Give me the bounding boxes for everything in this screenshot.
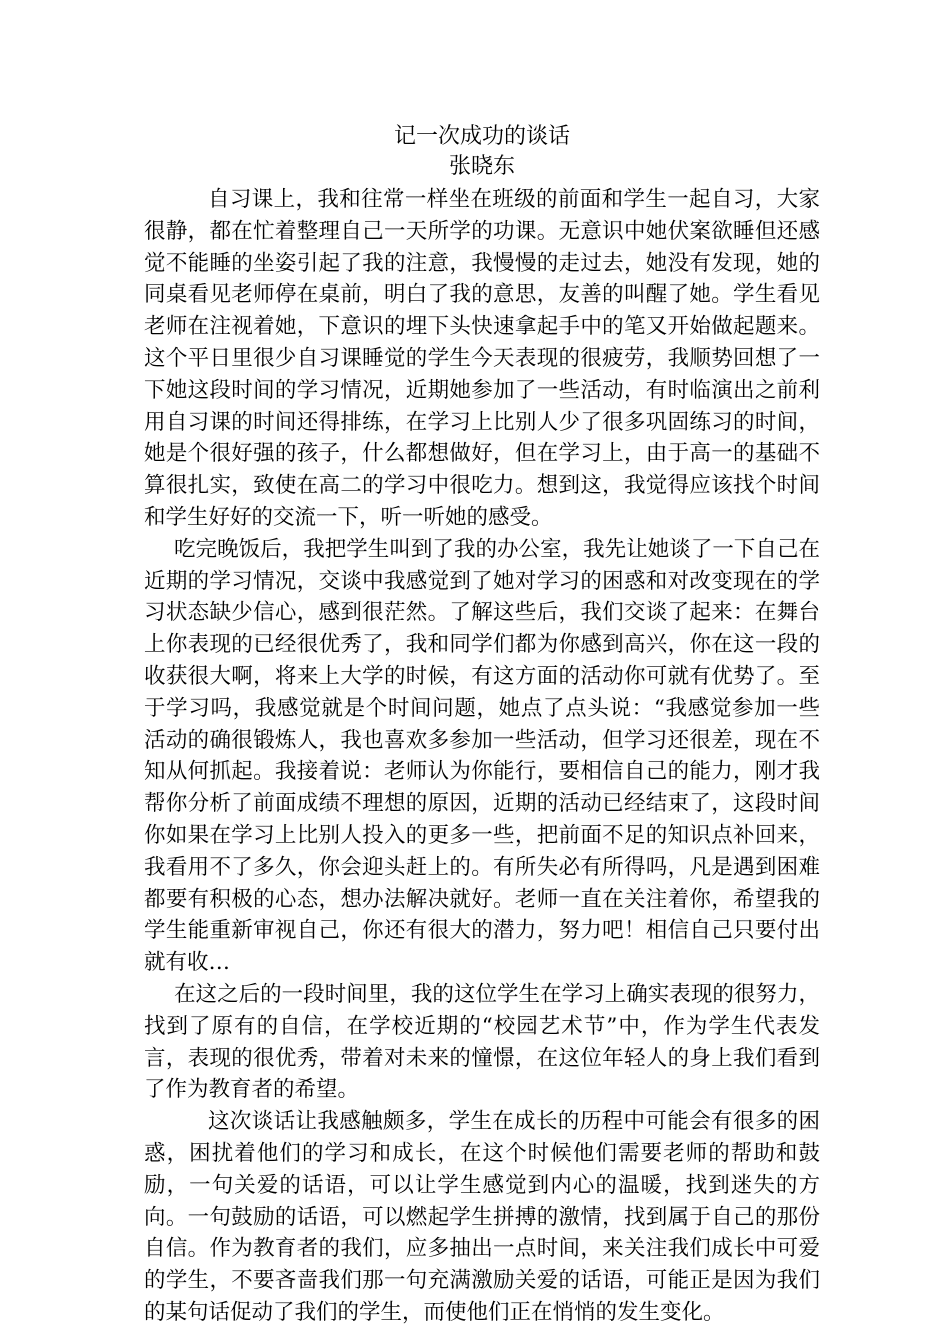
paragraph-1: 自习课上，我和往常一样坐在班级的前面和学生一起自习，大家很静，都在忙着整理自己一天所学的功课。无意识中她伏案欲睡但还感觉不能睡的坐姿引起了我的注意，我慢慢的走过去，她没有发现，她的同桌看见老师停在桌前，明白了我的意思，友善的叫醒了她。学生看见老师在注视着她，下意识的埋下头快速拿起手中的笔又开始做起题来。这个平日里很少自习课睡觉的学生今天表现的很疲劳，我顺势回想了一下她这段时间的学习情况，近期她参加了一些活动，有时临演出之前利用自习课的时间还得排练，在学习上比别人少了很多巩固练习的时间，她是个很好强的孩子，什么都想做好，但在学习上，由于高一的基础不算很扎实，致使在高二的学习中很吃力。想到这，我觉得应该找个时间和学生好好的交流一下，听一听她的感受。	[144, 187, 820, 530]
document-page	[144, 122, 820, 1329]
document-author: 张晓东	[448, 154, 515, 179]
paragraph-3: 在这之后的一段时间里，我的这位学生在学习上确实表现的很努力，找到了原有的自信，在学校近期的“校园艺术节”中，作为学生代表发言，表现的很优秀，带着对未来的憧憬，在这位年轻人的身上我们看到了作为教育者的希望。	[144, 981, 820, 1103]
paragraph-4: 这次谈话让我感触颇多，学生在成长的历程中可能会有很多的困惑，困扰着他们的学习和成长，在这个时候他们需要老师的帮助和鼓励，一句关爱的话语，可以让学生感觉到内心的温暖，找到迷失的方向。一句鼓励的话语，可以燃起学生拼搏的激情，找到属于自己的那份自信。作为教育者的我们，应多抽出一点时间，来关注我们成长中可爱的学生，不要吝啬我们那一句充满激励关爱的话语，可能正是因为我们的某句话促动了我们的学生，而使他们正在悄悄的发生变化。	[144, 1109, 820, 1325]
paragraph-2: 吃完晚饭后，我把学生叫到了我的办公室，我先让她谈了一下自己在近期的学习情况，交谈中我感觉到了她对学习的困惑和对改变现在的学习状态缺少信心，感到很茫然。了解这些后，我们交谈了起来：在舞台上你表现的已经很优秀了，我和同学们都为你感到高兴，你在这一段的收获很大啊，将来上大学的时候，有这方面的活动你可就有优势了。至于学习吗，我感觉就是个时间问题，她点了点头说：“我感觉参加一些活动的确很锻炼人，我也喜欢多参加一些活动，但学习还很差，现在不知从何抓起。我接着说：老师认为你能行，要相信自己的能力，刚才我帮你分析了前面成绩不理想的原因，近期的活动已经结束了，这段时间你如果在学习上比别人投入的更多一些，把前面不足的知识点补回来，我看用不了多久，你会迎头赶上的。有所失必有所得吗，凡是遇到困难都要有积极的心态，想办法解决就好。老师一直在关注着你，希望我的学生能重新审视自己，你还有很大的潜力，努力吧！相信自己只要付出就有收…	[144, 536, 820, 976]
document-title: 记一次成功的谈话	[393, 124, 570, 149]
